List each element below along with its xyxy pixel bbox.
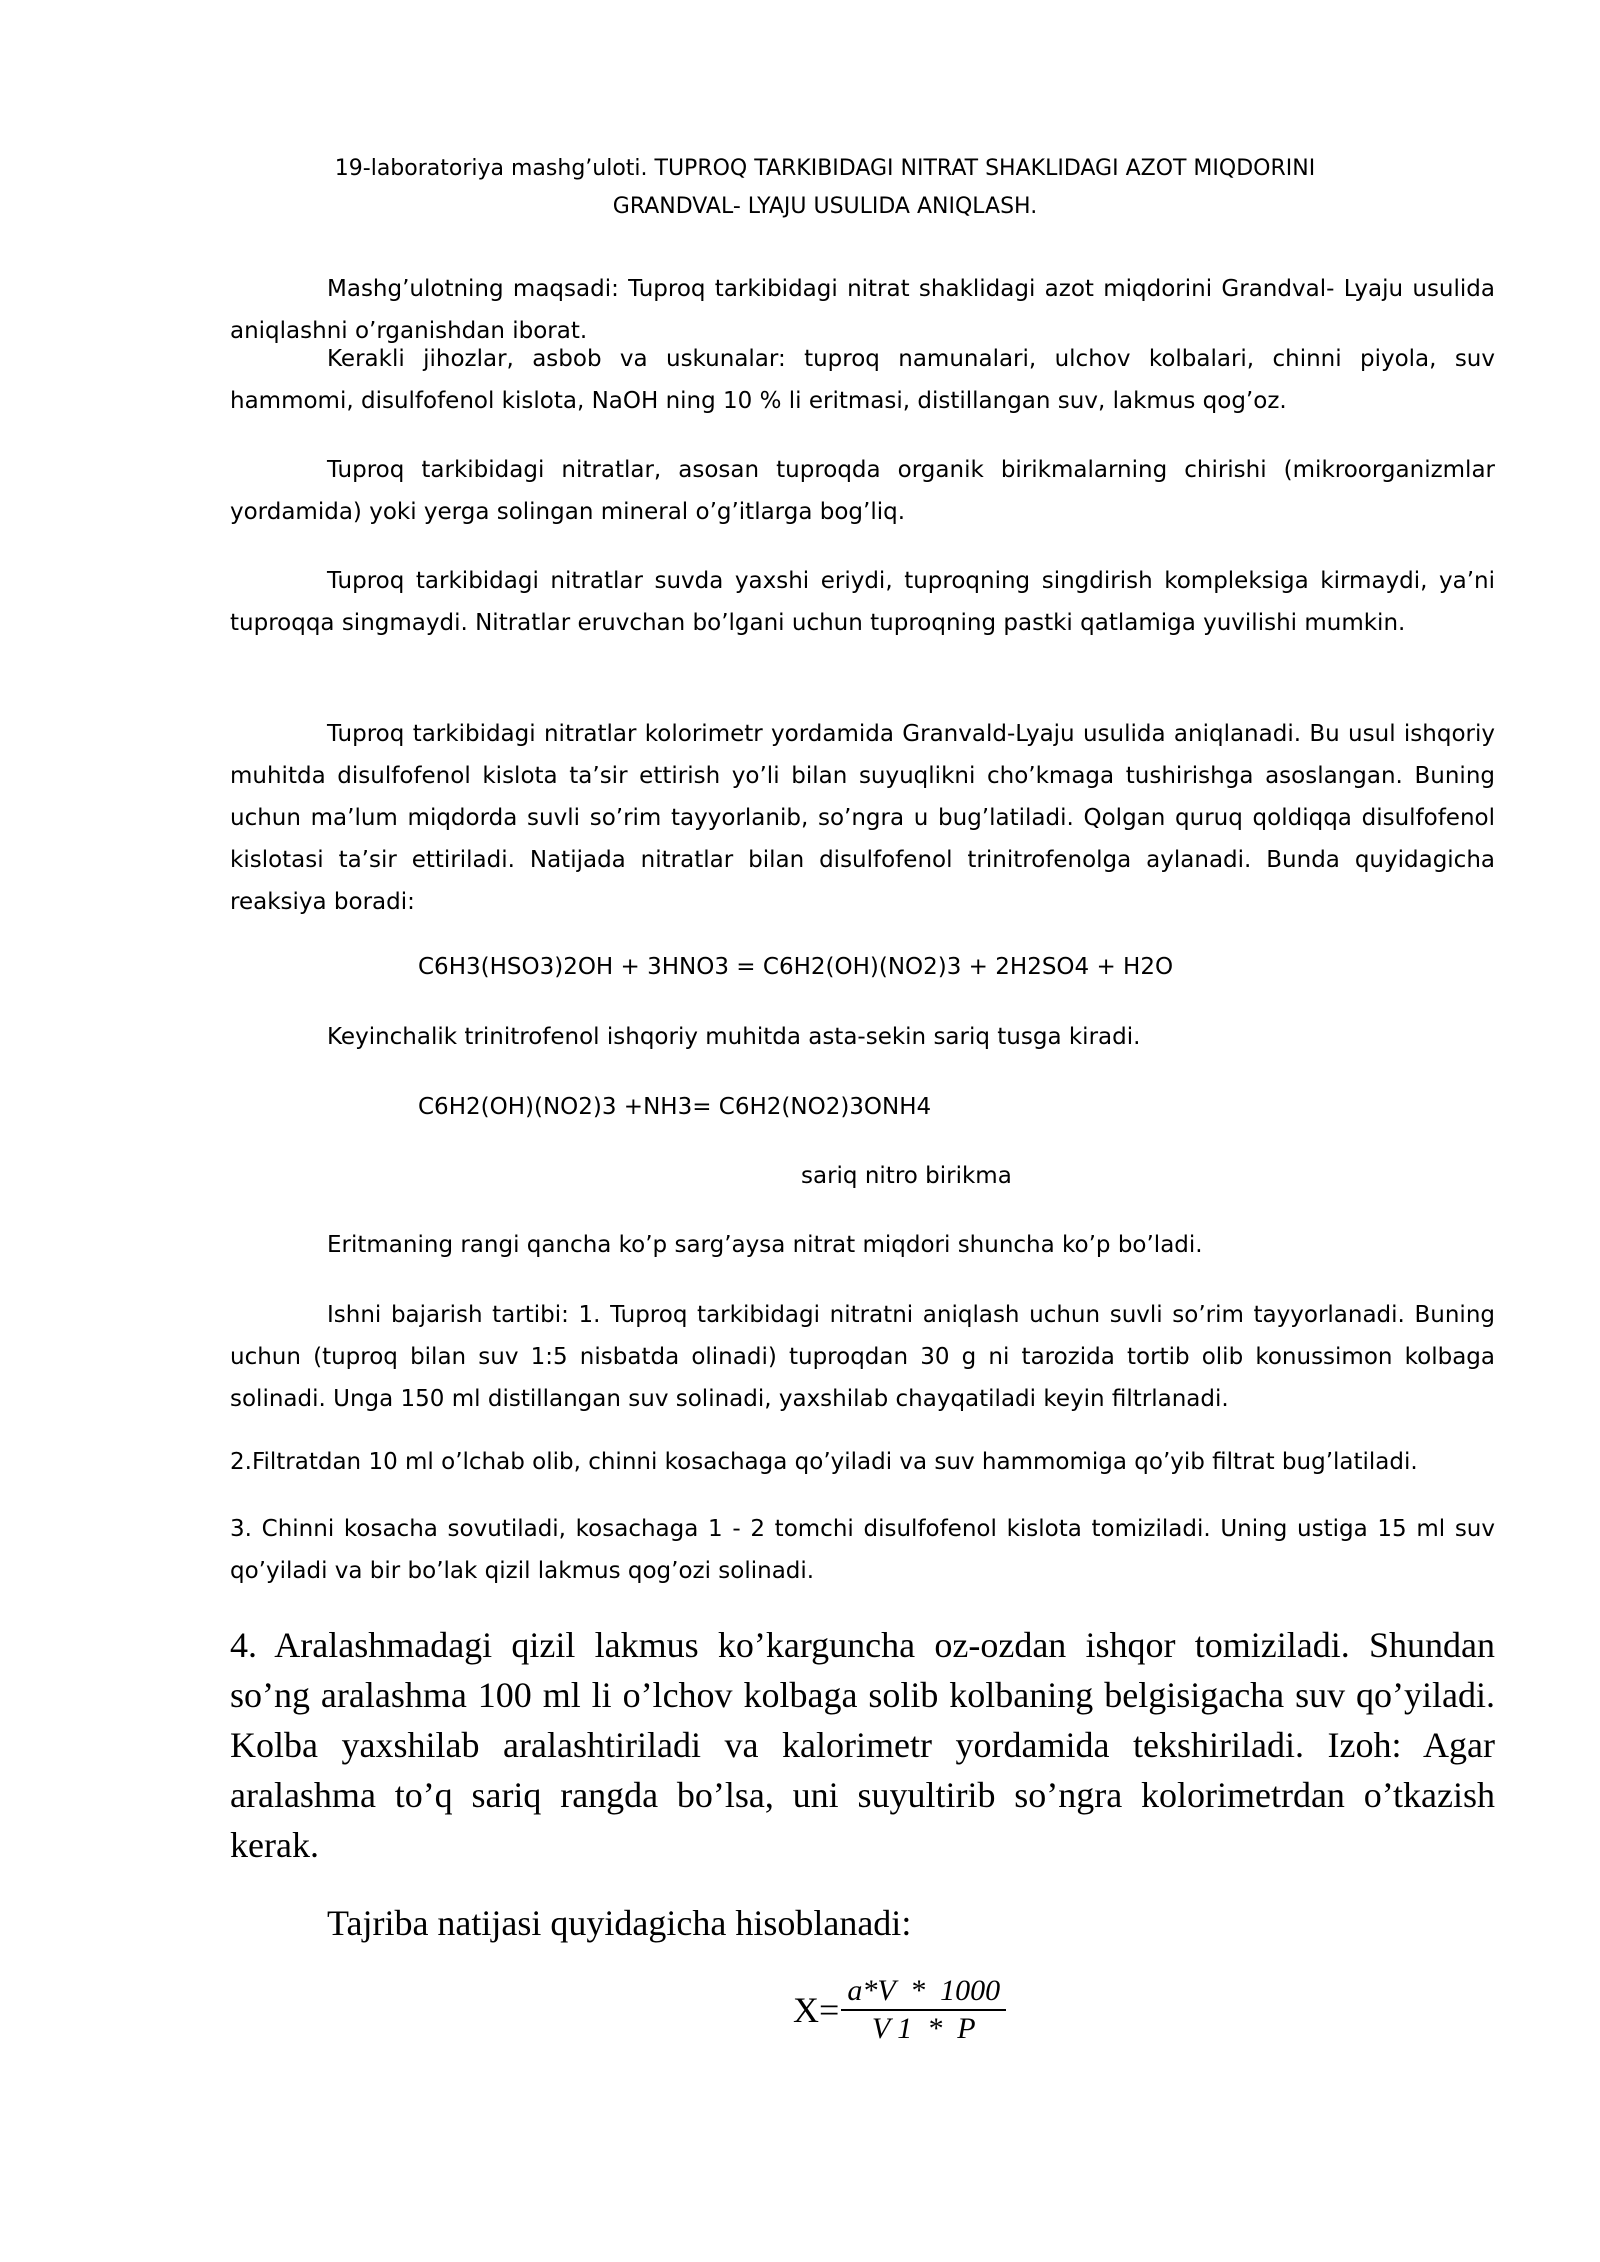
calculation-formula [793, 1960, 1006, 2060]
method-paragraph: Tuproq tarkibidagi nitratlar kolorimetr yordamida Granvald-Lyaju usulida aniqlanadi. Bu usul ishqoriy muhitda disulfofenol kislota ta’sir ettirish yo’li bilan suyuqlikni cho’kmaga tushirishga asoslangan. Buning uchun ma’lum miqdorda suvli so’rim tayyorlanib, so’ngra u bug’latiladi. Qolgan quruq qoldiqqa disulfofenol kislotasi ta’sir ettiriladi. Natijada nitratlar bilan disulfofenol trinitrofenolga aylanadi. Bunda quyidagicha reaksiya boradi: [230, 721, 1495, 915]
procedure-step-4: 4. Aralashmadagi qizil lakmus ko’karguncha oz-ozdan ishqor tomiziladi. Shundan so’ng aralashma 100 ml li o’lchov kolbaga solib kolbaning belgisigacha suv qo’yiladi. Kolba yaxshilab aralashtiriladi va kalorimetr yordamida tekshiriladi. Izoh: Agar aralashma to’q sariq rangda bo’lsa, uni suyultirib so’ngra kolorimetrdan o’tkazish kerak. [230, 1625, 1495, 1865]
nitrates-source-paragraph: Tuproq tarkibidagi nitratlar, asosan tuproqda organik birikmalarning chirishi (mikroorganizmlar yordamida) yoki yerga solingan mineral o’g’itlarga bog’liq. [230, 457, 1495, 525]
title-line-1: 19-laboratoriya mashg’uloti. TUPROQ TARKIBIDAGI NITRAT SHAKLIDAGI AZOT MIQDORINI [334, 156, 1316, 181]
purpose-paragraph: Mashg’ulotning maqsadi: Tuproq tarkibidagi nitrat shaklidagi azot miqdorini Grandval- Lyaju usulida aniqlashni o’rganishdan iborat. [230, 276, 1495, 344]
reaction-equation-1: C6H3(HSO3)2OH + 3HNO3 = C6H2(OH)(NO2)3 + 2H2SO4 + H2O [418, 954, 1174, 980]
formula-fraction [841, 1973, 1006, 2047]
result-intro: Tajriba natijasi quyidagicha hisoblanadi: [327, 1903, 912, 1943]
trinitrophenol-paragraph: Keyinchalik trinitrofenol ishqoriy muhitda asta-sekin sariq tusga kiradi. [327, 1024, 1141, 1050]
procedure-step-1: Ishni bajarish tartibi: 1. Tuproq tarkibidagi nitratni aniqlash uchun suvli so’rim tayyorlanadi. Buning uchun (tuproq bilan suv 1:5 nisbatda olinadi) tuproqdan 30 g ni tarozida tortib olib konussimon kolbaga solinadi. Unga 150 ml distillangan suv solinadi, yaxshilab chayqatiladi keyin filtrlanadi. [230, 1302, 1495, 1412]
procedure-step-3: 3. Chinni kosacha sovutiladi, kosachaga 1 - 2 tomchi disulfofenol kislota tomiziladi. Uning ustiga 15 ml suv qo’yiladi va bir bo’lak qizil lakmus qog’ozi solinadi. [230, 1516, 1495, 1584]
formula-lhs: X= [793, 1990, 840, 2030]
procedure-step-2: 2.Filtratdan 10 ml o’lchab olib, chinni kosachaga qo’yiladi va suv hammomiga qo’yib filtrat bug’latiladi. [230, 1449, 1418, 1475]
color-intensity-paragraph: Eritmaning rangi qancha ko’p sarg’aysa nitrat miqdori shuncha ko’p bo’ladi. [327, 1232, 1203, 1258]
nitrates-solubility-paragraph: Tuproq tarkibidagi nitratlar suvda yaxshi eriydi, tuproqning singdirish kompleksiga kirmaydi, ya’ni tuproqqa singmaydi. Nitratlar eruvchan bo’lgani uchun tuproqning pastki qatlamiga yuvilishi mumkin. [230, 568, 1495, 636]
formula-numerator: a*V * 1000 [841, 1973, 1006, 2011]
formula-denominator: V 1 * P [871, 2012, 976, 2045]
title-line-2: GRANDVAL- LYAJU USULIDA ANIQLASH. [612, 194, 1038, 219]
reaction-caption: sariq nitro birikma [801, 1163, 1012, 1189]
reaction-equation-2: C6H2(OH)(NO2)3 +NH3= C6H2(NO2)3ONH4 [418, 1094, 932, 1120]
document-title [230, 150, 1420, 226]
equipment-paragraph: Kerakli jihozlar, asbob va uskunalar: tuproq namunalari, ulchov kolbalari, chinni piyola, suv hammomi, disulfofenol kislota, NaOH ning 10 % li eritmasi, distillangan suv, lakmus qog’oz. [230, 346, 1495, 414]
